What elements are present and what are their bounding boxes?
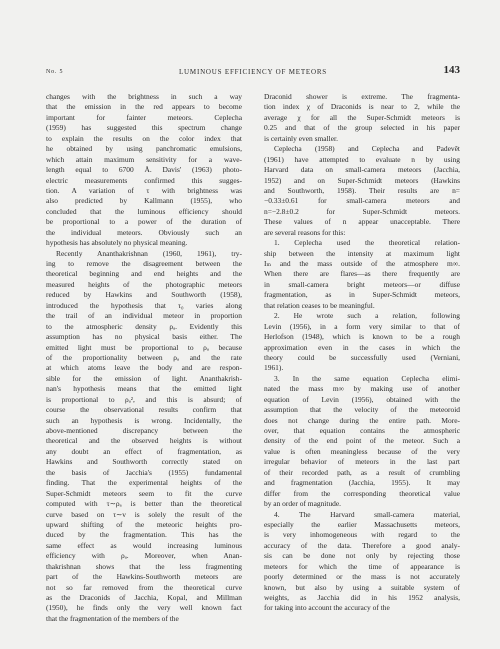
text-line: irregular behavior of meteors in the last part <box>264 457 460 467</box>
text-line: that relation ceases to be meaningful. <box>264 300 375 310</box>
text-line: differ from the corresponding theoretical value <box>264 488 460 498</box>
text-line: poorly determined or the mass is not accurately <box>264 572 460 582</box>
text-line: value is often meaningless because of the very <box>264 446 460 456</box>
text-line: n=−2.8±0.2 for Super-Schmidt meteors. <box>264 206 460 216</box>
text-line: length equal to 6700 Å. Davis' (1963) photo- <box>46 165 242 175</box>
text-line: he obtained by using panchromatic emulsions, <box>46 144 242 154</box>
text-line: ing to remove the disagreement between the <box>46 259 242 268</box>
text-line: upward shifting of the meteoric heights pro- <box>46 519 242 529</box>
text-line: introduced the hypothesis that τ₀ varies along <box>46 300 242 310</box>
text-line: as the Draconids of Jacchia, Kopal, and Millman <box>46 593 242 602</box>
text-line: to the atmospheric density ρₐ. Evidently this <box>46 321 242 331</box>
text-line: (1959) has suggested this spectrum change <box>46 123 242 133</box>
text-line: sis can be done not only by rejecting those <box>264 551 460 561</box>
issue-number: No. 5 <box>46 69 64 75</box>
text-line: theory could be successfully used (Verniani, <box>264 352 460 362</box>
text-line: which attain maximum sensitivity for a wave- <box>46 154 242 164</box>
text-line: efficiency with ρₐ. Moreover, when Anan- <box>46 551 242 561</box>
text-line: to explain the results on the color index that <box>46 133 242 143</box>
text-line: at which atoms leave the body and are respon- <box>46 363 242 373</box>
text-line: concluded that the luminous efficiency should <box>46 206 242 216</box>
text-line: 1. Ceplecha used the theoretical relation- <box>274 238 460 248</box>
text-line: part of the Hawkins-Southworth meteors are <box>46 572 242 582</box>
text-line: weights, as Jacchia did in his 1952 analysis, <box>264 593 460 602</box>
running-header <box>46 66 460 80</box>
text-line: assumption that the velocity of the meteoroid <box>264 405 460 415</box>
text-line: fragmentation, as in Super-Schmidt meteors, <box>264 290 460 300</box>
page-number: 143 <box>443 64 460 76</box>
text-line: density of the end point of the meteor. Such a <box>264 436 460 446</box>
text-line: Herlofson (1948), which is known to be a rough <box>264 332 460 342</box>
text-line: 1961). <box>264 363 284 373</box>
text-line: Hawkins and Southworth correctly stated on <box>46 457 242 467</box>
text-line: that the emission in the red appears to become <box>46 102 242 112</box>
text-line: such an hypothesis is wrong. Incidentally, the <box>46 415 242 425</box>
text-line: especially the earlier Massachusetts meteors, <box>264 519 460 529</box>
right-text-column <box>264 92 460 614</box>
text-line: sible for the emission of light. Ananthakrish- <box>46 373 242 383</box>
text-line: theoretical and the observed heights is without <box>46 436 242 446</box>
text-line: thakrishnan shows that the less fragmenting <box>46 561 242 571</box>
text-line: duced by the fragmentation. This has the <box>46 530 242 540</box>
text-line: 0.25 and that of the group selected in his paper <box>264 123 460 133</box>
text-line: in small-camera bright meteors—or diffuse <box>264 279 460 289</box>
text-line: that the fragmentation of the members of the <box>46 613 179 623</box>
left-text-column <box>46 92 242 624</box>
text-line: is certainly even smaller. <box>264 133 338 143</box>
text-line: of the proportionality between ρₐ and the rate <box>46 352 242 362</box>
text-line: course the observational results confirm that <box>46 405 242 415</box>
text-line: assumption has no physical basis either. The <box>46 332 242 342</box>
text-line: is very inhomogeneous with regard to the <box>264 530 460 540</box>
text-line: and fragmentation (Jacchia, 1955). It may <box>264 478 460 488</box>
text-line: the basis of Jacchia's (1955) fundamental <box>46 467 242 477</box>
text-line: −0.33±0.61 for small-camera meteors and <box>264 196 460 206</box>
text-line: electric measurements confirmed this sugges- <box>46 175 242 185</box>
text-line: curve based on τ∼v is solely the result of the <box>46 509 242 519</box>
text-line: tion index χ of Draconids is near to 2, while the <box>264 102 460 112</box>
text-line: any doubt an effect of fragmentation, as <box>46 446 242 456</box>
text-line: Recently Ananthakrishnan (1960, 1961), try- <box>56 248 242 258</box>
text-line: 3. In the same equation Ceplecha elimi- <box>274 373 460 383</box>
text-line: not so far removed from the theoretical curve <box>46 582 242 592</box>
text-line: same effect as would increasing luminous <box>46 540 242 550</box>
text-line: computed with τ∼ρₐ is better than the theoretical <box>46 499 242 509</box>
running-title: LUMINOUS EFFICIENCY OF METEORS <box>178 68 327 76</box>
text-line: 2. He wrote such a relation, following <box>274 311 460 321</box>
text-line: for taking into account the accuracy of the <box>264 603 390 613</box>
text-line: and Southworth, 1958). Their results are n= <box>264 185 460 195</box>
text-line: the individual meteors. Obviously such an <box>46 227 242 237</box>
text-line: reduced by Hawkins and Southworth (1958), <box>46 290 242 300</box>
text-line: theoretical beginning and end heights and the <box>46 269 242 279</box>
text-line: meteors for which the time of appearance is <box>264 561 460 571</box>
text-line: ship between the intensity at maximum light <box>264 248 460 258</box>
text-line: is proportional to ρₐ², and this is absurd; of <box>46 394 242 404</box>
text-line: accuracy of the data. Therefore a good analy- <box>264 540 460 550</box>
text-line: important for fainter meteors. Ceplecha <box>46 112 242 122</box>
text-line: does not change during the entire path. More- <box>264 415 460 425</box>
text-line: approximation even in the cases in which the <box>264 342 460 352</box>
text-line: nan's hypothesis means that the emitted light <box>46 384 242 394</box>
text-line: (1961) have attempted to evaluate n by using <box>264 154 460 164</box>
text-line: measured heights of the photographic meteors <box>46 279 242 289</box>
text-line: When there are flares—as there frequently are <box>264 269 460 279</box>
text-line: the trail of an individual meteor in proportion <box>46 311 242 321</box>
text-line: emitted light must be proportional to ρₐ because <box>46 342 242 352</box>
text-line: nated the mass m∞ by making use of another <box>264 384 460 394</box>
text-line: over, that equation contains the atmospheric <box>264 426 460 435</box>
text-line: be proportional to a power of the duration of <box>46 217 242 227</box>
text-line: finding. That the experimental heights of the <box>46 478 242 488</box>
text-line: changes with the brightness in such a way <box>46 92 242 101</box>
text-line: Iₘ and the mass outside of the atmosphere m∞. <box>264 259 460 268</box>
text-line: of their recorded path, as a result of crumbling <box>264 467 460 477</box>
text-line: above-mentioned discrepancy between the <box>46 426 242 435</box>
text-line: by an order of magnitude. <box>264 499 342 509</box>
text-line: Ceplecha (1958) and Ceplecha and Padevět <box>274 144 460 154</box>
text-line: Levin (1956), in a form very similar to that of <box>264 321 460 331</box>
text-line: hypothesis has absolutely no physical meaning. <box>46 238 188 248</box>
text-line: also predicted by Kallmann (1955), who <box>46 196 242 206</box>
text-line: Draconid shower is extreme. The fragmenta- <box>264 92 460 101</box>
text-line: (1950), he finds only the very well known fact <box>46 603 242 613</box>
text-line: tion. A variation of τ with brightness was <box>46 185 242 195</box>
text-line: 1952) and on Super-Schmidt meteors (Hawkins <box>264 175 460 185</box>
text-line: average χ for all the Super-Schmidt meteors is <box>264 112 460 122</box>
text-line: Harvard data on small-camera meteors (Jacchia, <box>264 165 460 175</box>
text-line: 4. The Harvard small-camera material, <box>274 509 460 519</box>
text-line: known, but also by using a suitable system of <box>264 582 460 592</box>
text-line: equation of Levin (1956), obtained with the <box>264 394 460 404</box>
text-line: Super-Schmidt meteors seem to fit the curve <box>46 488 242 498</box>
text-line: These values of n appear unacceptable. There <box>264 217 460 227</box>
text-line: are several reasons for this: <box>264 227 346 237</box>
